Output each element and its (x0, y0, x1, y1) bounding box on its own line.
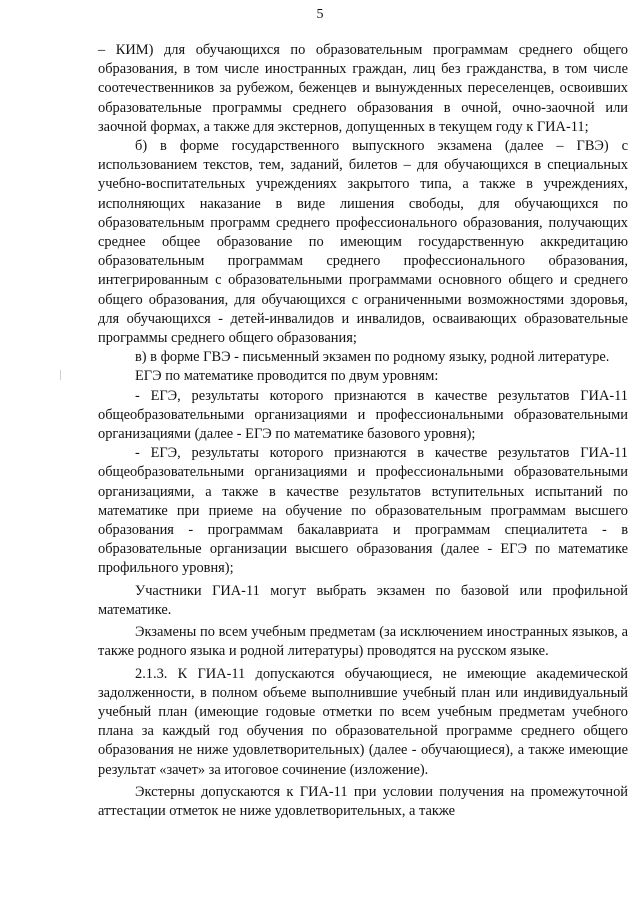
paragraph-external-students: Экстерны допускаются к ГИА-11 при условии получения на промежуточной аттестации отметок не ниже удовлетворительных, а также (98, 783, 628, 819)
document-body (98, 41, 628, 821)
paragraph-math-profile: - ЕГЭ, результаты которого признаются в качестве результатов ГИА-11 общеобразовательными организациями и профессиональными образовательными организациями, а также в качестве результатов вступительных испытаний по математике при приеме на обучение по образовательным программам высшего образования - программам бакалавриата и программам специалитета - в образовательные организации высшего образования (далее - ЕГЭ по математике профильного уровня); (98, 445, 628, 577)
paragraph-gve-form: б) в форме государственного выпускного экзамена (далее – ГВЭ) с использованием текстов, тем, заданий, билетов – для обучающихся в специальных учебно-воспитательных учреждениях закрытого типа, а также в учреждениях, исполняющих наказание в виде лишения свободы, для обучающихся по образовательным программ среднего профессионального образования, получающих среднее общее образование по имеющим государственную аккредитацию образовательным программам среднего профессионального образования, интегрированным с образовательными программами основного общего и среднего общего образования, для обучающихся с ограниченными возможностями здоровья, для обучающихся - детей-инвалидов и инвалидов, осваивающих образовательные программы среднего общего образования; (98, 138, 628, 347)
paragraph-exam-participants: – КИМ) для обучающихся по образовательным программам среднего общего образования, в том числе иностранных граждан, лиц без гражданства, в том числе соотечественников за рубежом, беженцев и вынужденных переселенцев, освоивших образовательные программы среднего образования в очной, очно-заочной или заочной формах, а также для экстернов, допущенных в текущем году к ГИА-11; (98, 42, 628, 135)
paragraph-gve-native-language: в) в форме ГВЭ - письменный экзамен по родному языку, родной литературе. (135, 349, 610, 366)
page-number: 5 (316, 7, 324, 22)
paragraph-math-levels: ЕГЭ по математике проводится по двум уровням: (135, 368, 439, 385)
paragraph-admission-rules: 2.1.3. К ГИА-11 допускаются обучающиеся, не имеющие академической задолженности, в полном объеме выполнившие учебный план или индивидуальный учебный план (имеющие годовые отметки по всем учебным предметам учебного плана за каждый год обучения по образовательной программе среднего общего образования не ниже удовлетворительных) (далее - обучающиеся), а также имеющие результат «зачет» за итоговое сочинение (изложение). (98, 665, 628, 778)
paragraph-math-choice: Участники ГИА-11 могут выбрать экзамен по базовой или профильной математике. (98, 582, 628, 618)
margin-mark (60, 370, 61, 380)
paragraph-exam-language: Экзамены по всем учебным предметам (за исключением иностранных языков, а также родного языка и родной литературы) проводятся на русском языке. (98, 624, 628, 660)
paragraph-math-basic: - ЕГЭ, результаты которого признаются в качестве результатов ГИА-11 общеобразовательными организациями и профессиональными образовательными организациями (далее - ЕГЭ по математике базового уровня); (98, 387, 628, 443)
